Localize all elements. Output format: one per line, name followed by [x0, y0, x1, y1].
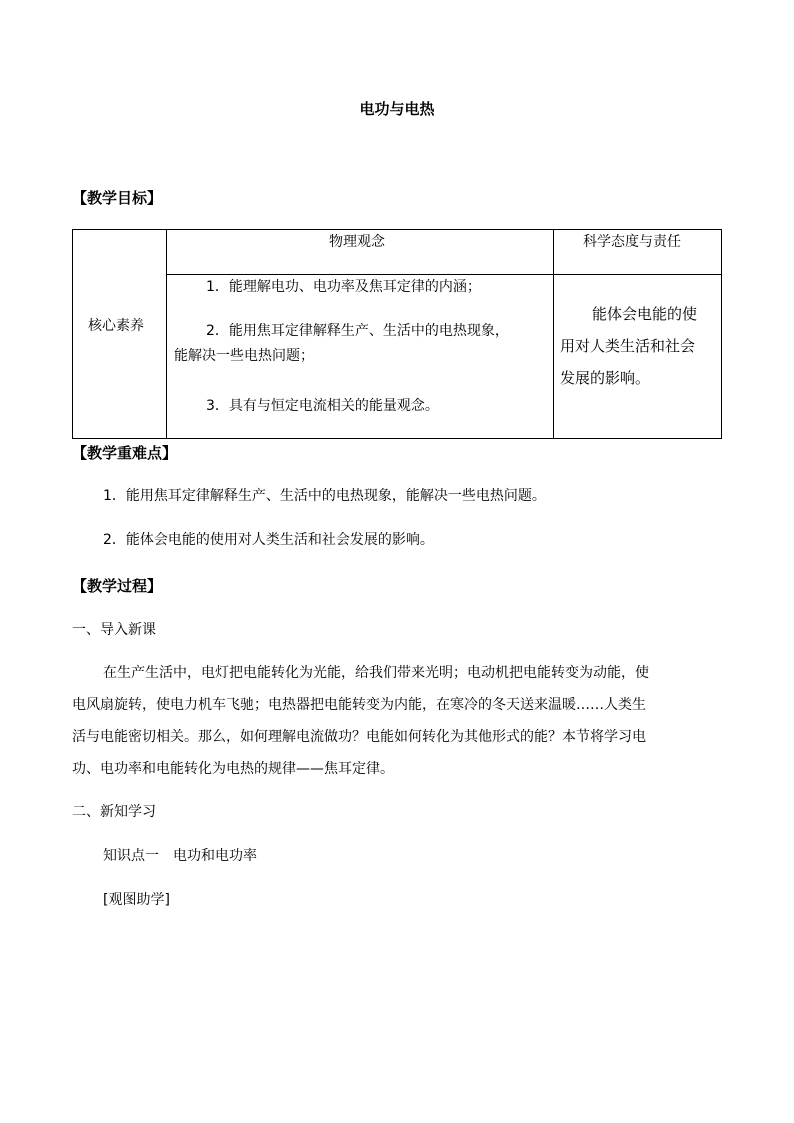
attitude-text-line: 能体会电能的使: [592, 305, 698, 323]
attitude-text-line: 发展的影响。: [560, 369, 651, 387]
goal-item: 3．具有与恒定电流相关的能量观念。: [206, 398, 439, 414]
col-header-physics-concept: 物理观念: [329, 234, 385, 250]
new-learning-heading: 二、新知学习: [72, 804, 156, 820]
intro-heading: 一、导入新课: [72, 622, 156, 638]
key-points-heading: 【教学重难点】: [72, 444, 178, 462]
table-divider: [166, 230, 167, 438]
goal-item-continuation: 能解决一些电热问题；: [174, 348, 314, 364]
goal-item: 1．能理解电功、电功率及焦耳定律的内涵；: [206, 279, 481, 295]
intro-paragraph-line: 活与电能密切相关。那么，如何理解电流做功？电能如何转化为其他形式的能？本节将学习电: [72, 729, 646, 745]
intro-paragraph-line: 功、电功率和电能转化为电热的规律——焦耳定律。: [72, 761, 394, 777]
goal-item: 2．能用焦耳定律解释生产、生活中的电热现象，: [206, 323, 509, 339]
row-header-core-literacy: 核心素养: [88, 318, 144, 334]
knowledge-point-title: 知识点一 电功和电功率: [103, 848, 257, 864]
intro-paragraph-line: 在生产生活中，电灯把电能转化为光能，给我们带来光明；电动机把电能转变为动能，使: [103, 665, 649, 681]
table-divider: [166, 274, 721, 275]
key-point-item: 2．能体会电能的使用对人类生活和社会发展的影响。: [103, 532, 434, 548]
table-divider: [553, 230, 554, 438]
page-title: 电功与电热: [359, 100, 435, 118]
picture-study-label: [观图助学]: [103, 892, 170, 908]
teaching-goals-heading: 【教学目标】: [72, 189, 163, 207]
attitude-text-line: 用对人类生活和社会: [560, 337, 696, 355]
teaching-goals-table: [72, 229, 722, 439]
intro-paragraph-line: 电风扇旋转，使电力机车飞驰；电热器把电能转变为内能，在寒冷的冬天送来温暖……人类生: [72, 697, 646, 713]
col-header-science-attitude: 科学态度与责任: [583, 234, 681, 250]
teaching-process-heading: 【教学过程】: [72, 577, 163, 595]
key-point-item: 1．能用焦耳定律解释生产、生活中的电热现象，能解决一些电热问题。: [103, 488, 546, 504]
